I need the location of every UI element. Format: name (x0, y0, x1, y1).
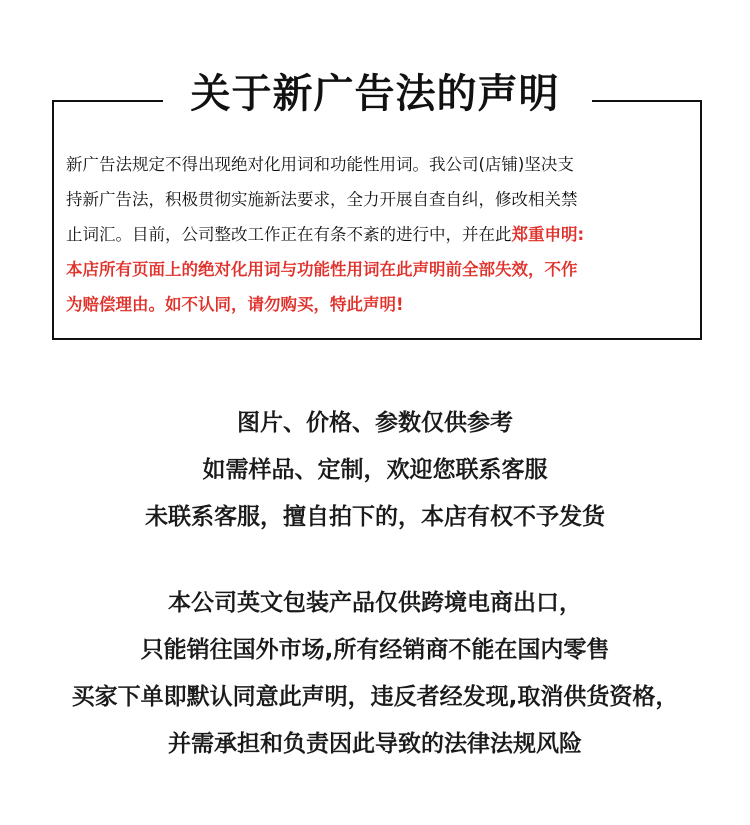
notice-line-3-normal: 止词汇。目前，公司整改工作正在有条不紊的进行中，并在此 (66, 225, 512, 244)
notice-line-5: 为赔偿理由。如不认同，请勿购买，特此声明! (66, 295, 404, 314)
notice-line-1: 新广告法规定不得出现绝对化用词和功能性用词。我公司(店铺)坚决支 (66, 155, 574, 174)
notice-line-3-highlight: 郑重申明: (511, 225, 585, 244)
reference-notice (0, 400, 750, 541)
reference-line-1: 图片、价格、参数仅供参考 (237, 410, 513, 436)
export-line-4: 并需承担和负责因此导致的法律法规风险 (168, 731, 582, 757)
notice-line-2: 持新广告法，积极贯彻实施新法要求，全力开展自查自纠，修改相关禁 (66, 190, 578, 209)
page-title: 关于新广告法的声明 (190, 71, 560, 117)
export-line-2: 只能销往国外市场,所有经销商不能在国内零售 (140, 637, 610, 663)
notice-text (66, 147, 688, 322)
export-line-1: 本公司英文包装产品仅供跨境电商出口， (168, 590, 582, 616)
export-notice (0, 580, 750, 768)
export-line-3: 买家下单即默认同意此声明，违反者经发现,取消供货资格， (71, 684, 679, 710)
reference-line-3: 未联系客服，擅自拍下的，本店有权不予发货 (145, 504, 605, 530)
reference-line-2: 如需样品、定制，欢迎您联系客服 (202, 457, 548, 483)
notice-line-4: 本店所有页面上的绝对化用词与功能性用词在此声明前全部失效，不作 (66, 260, 578, 279)
notice-line-3 (66, 217, 688, 252)
